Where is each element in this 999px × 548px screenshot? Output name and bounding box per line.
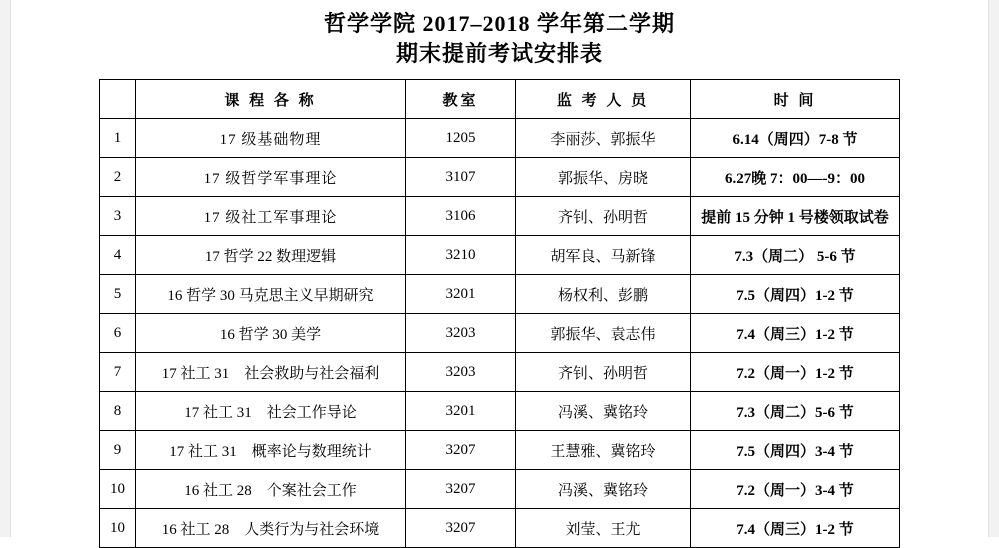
page-title-line-2: 期末提前考试安排表	[395, 40, 603, 66]
table-row	[100, 392, 900, 431]
course-name: 17 级基础物理	[136, 119, 406, 158]
classroom: 3203	[406, 353, 516, 392]
proctor-names: 刘莹、王尤	[516, 509, 691, 548]
course-name: 16 哲学 30 美学	[136, 314, 406, 353]
row-index: 2	[100, 158, 136, 197]
proctor-names: 冯溪、冀铭玲	[516, 470, 691, 509]
exam-time: 7.3（周二） 5-6 节	[691, 236, 900, 275]
row-index: 6	[100, 314, 136, 353]
proctor-names: 齐钊、孙明哲	[516, 353, 691, 392]
course-name: 17 社工 31 概率论与数理统计	[136, 431, 406, 470]
course-name: 16 社工 28 人类行为与社会环境	[136, 509, 406, 548]
classroom: 3106	[406, 197, 516, 236]
classroom: 1205	[406, 119, 516, 158]
exam-time: 7.5（周四）3-4 节	[691, 431, 900, 470]
classroom: 3207	[406, 509, 516, 548]
proctor-names: 王慧雅、冀铭玲	[516, 431, 691, 470]
row-index: 10	[100, 509, 136, 548]
row-index: 5	[100, 275, 136, 314]
row-index: 3	[100, 197, 136, 236]
proctor-names: 李丽莎、郭振华	[516, 119, 691, 158]
proctor-names: 胡军良、马新锋	[516, 236, 691, 275]
column-header-room: 教室	[406, 80, 516, 119]
course-name: 17 级社工军事理论	[136, 197, 406, 236]
table-row	[100, 119, 900, 158]
proctor-names: 杨权利、彭鹏	[516, 275, 691, 314]
proctor-names: 郭振华、房晓	[516, 158, 691, 197]
course-name: 16 社工 28 个案社会工作	[136, 470, 406, 509]
exam-time: 7.4（周三）1-2 节	[691, 314, 900, 353]
column-header-time: 时 间	[691, 80, 900, 119]
course-name: 17 社工 31 社会工作导论	[136, 392, 406, 431]
classroom: 3201	[406, 275, 516, 314]
column-header-index	[100, 80, 136, 119]
table-body	[100, 119, 900, 548]
course-name: 16 哲学 30 马克思主义早期研究	[136, 275, 406, 314]
classroom: 3210	[406, 236, 516, 275]
classroom: 3203	[406, 314, 516, 353]
table-header-row	[100, 80, 900, 119]
exam-time: 7.2（周一）3-4 节	[691, 470, 900, 509]
course-name: 17 社工 31 社会救助与社会福利	[136, 353, 406, 392]
classroom: 3207	[406, 470, 516, 509]
document-title-block	[11, 0, 988, 67]
row-index: 7	[100, 353, 136, 392]
exam-schedule-table	[99, 79, 900, 548]
table-row	[100, 431, 900, 470]
row-index: 4	[100, 236, 136, 275]
exam-time: 7.3（周二）5-6 节	[691, 392, 900, 431]
row-index: 9	[100, 431, 136, 470]
row-index: 8	[100, 392, 136, 431]
table-row	[100, 509, 900, 548]
proctor-names: 冯溪、冀铭玲	[516, 392, 691, 431]
classroom: 3201	[406, 392, 516, 431]
proctor-names: 郭振华、袁志伟	[516, 314, 691, 353]
page-title-line-1: 哲学学院 2017–2018 学年第二学期	[323, 11, 675, 36]
classroom: 3107	[406, 158, 516, 197]
row-index: 1	[100, 119, 136, 158]
proctor-names: 齐钊、孙明哲	[516, 197, 691, 236]
page-right-margin	[988, 0, 999, 537]
table-row	[100, 158, 900, 197]
table-row	[100, 275, 900, 314]
row-index: 10	[100, 470, 136, 509]
document-sheet	[11, 0, 988, 537]
page-left-margin	[0, 0, 11, 537]
table-row	[100, 470, 900, 509]
exam-time: 7.2（周一）1-2 节	[691, 353, 900, 392]
exam-time: 7.4（周三）1-2 节	[691, 509, 900, 548]
course-name: 17 哲学 22 数理逻辑	[136, 236, 406, 275]
classroom: 3207	[406, 431, 516, 470]
table-row	[100, 314, 900, 353]
exam-time: 7.5（周四）1-2 节	[691, 275, 900, 314]
exam-time: 提前 15 分钟 1 号楼领取试卷	[691, 197, 900, 236]
course-name: 17 级哲学军事理论	[136, 158, 406, 197]
table-row	[100, 353, 900, 392]
column-header-proctor: 监 考 人 员	[516, 80, 691, 119]
exam-time: 6.14（周四）7-8 节	[691, 119, 900, 158]
table-row	[100, 236, 900, 275]
column-header-course: 课 程 各 称	[136, 80, 406, 119]
table-row	[100, 197, 900, 236]
exam-time: 6.27晚 7：00—-9：00	[691, 158, 900, 197]
table-header	[100, 80, 900, 119]
